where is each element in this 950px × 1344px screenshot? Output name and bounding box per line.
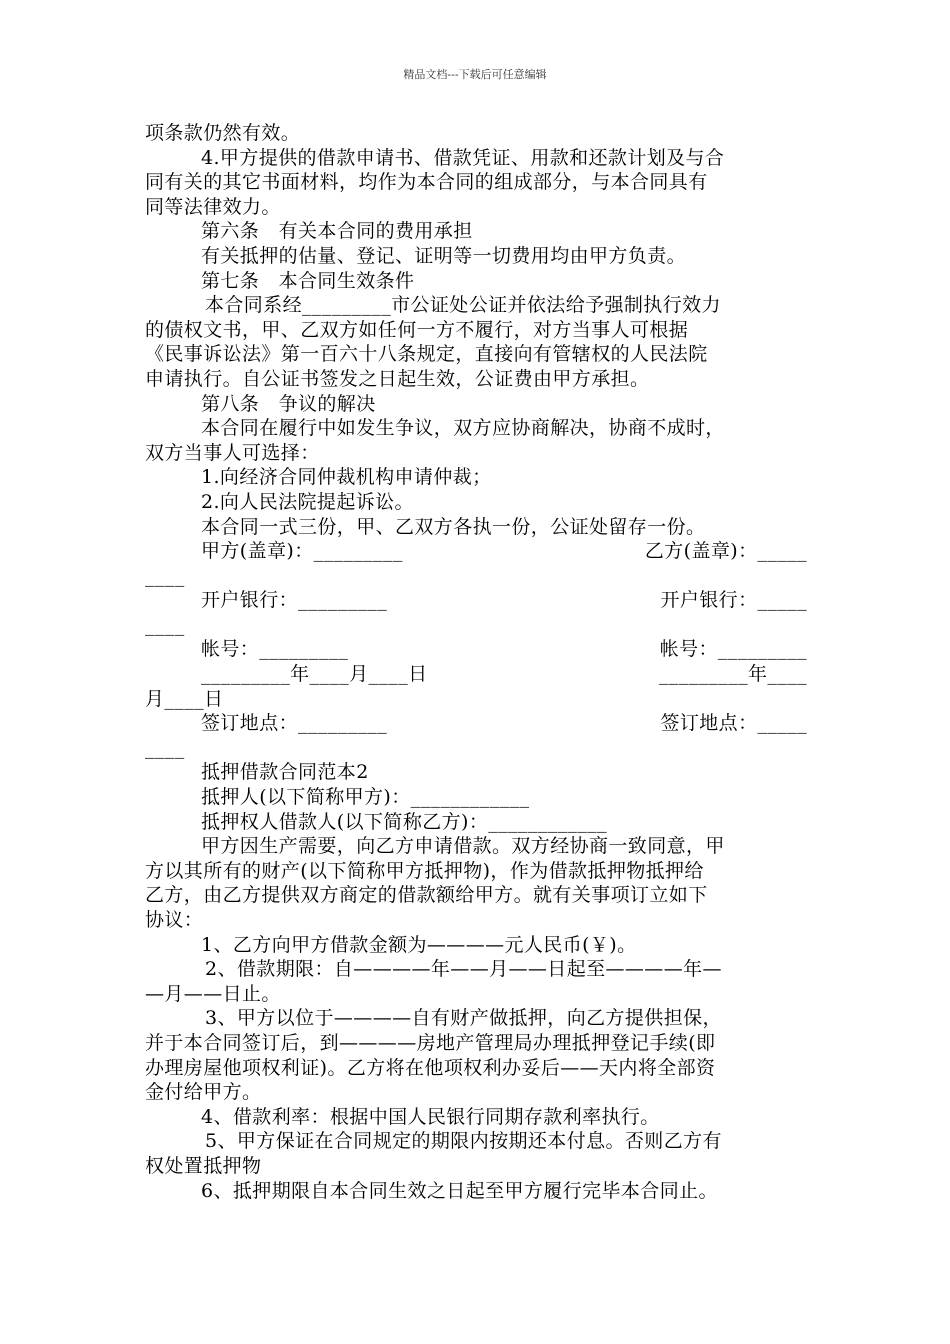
paragraph-line: 本合同一式三份，甲、乙双方各执一份，公证处留存一份。 [201,515,706,538]
list-item: 1.向经济合同仲裁机构申请仲裁； [201,466,492,489]
paragraph-line: 的债权文书，甲、乙双方如任何一方不履行，对方当事人可根据 [145,318,689,341]
party-a-date: _________年____月____日 [201,663,428,686]
clause-line: 办理房屋他项权利证)。乙方将在他项权利办妥后——天内将全部资 [145,1056,716,1079]
signature-row-bank [145,588,807,613]
clause-line: 并于本合同签订后，到————房地产管理局办理抵押登记手续(即 [145,1031,716,1054]
party-b-date: _________年____ [658,663,807,686]
clause-line: 4、借款利率：根据中国人民银行同期存款利率执行。 [201,1105,660,1128]
page-header: 精品文档---下载后可任意编辑 [403,68,547,81]
clause-line: 5、甲方保证在合同规定的期限内按期还本付息。否则乙方有 [205,1130,722,1153]
underline-continuation: ____ [145,736,185,759]
paragraph-line: 《民事诉讼法》第一百六十八条规定，直接向有管辖权的人民法院 [145,343,708,366]
party-b-seal: 乙方(盖章)：_____ [644,540,807,563]
clause-line: 金付给甲方。 [145,1081,262,1104]
signature-row-account [145,637,807,662]
paragraph-line: 申请执行。自公证书签发之日起生效，公证费由甲方承担。 [145,367,650,390]
party-b-account: 帐号：_________ [659,638,807,661]
clause-line: 3、甲方以位于————自有财产做抵押，向乙方提供担保， [205,1007,722,1030]
paragraph-line: 同有关的其它书面材料，均作为本合同的组成部分，与本合同具有 [145,171,708,194]
paragraph-line: 同等法律效力。 [145,195,281,218]
paragraph-line: 双方当事人可选择： [145,441,320,464]
party-b-place: 签订地点：_____ [660,712,807,735]
party-a-account: 帐号：_________ [201,638,349,661]
clause-line: 2、借款期限：自————年——月——日起至————年— [205,958,722,981]
paragraph-line: 方以其所有的财产(以下简称甲方抵押物)，作为借款抵押物抵押给 [145,859,704,882]
date-continuation: 月____日 [145,687,224,710]
clause-line: 权处置抵押物 [145,1154,262,1177]
party-a-place: 签订地点：_________ [201,712,388,735]
list-item: 2.向人民法院提起诉讼。 [201,490,414,513]
article-heading: 第八条 争议的解决 [201,392,376,415]
underline-continuation: ____ [145,613,185,636]
paragraph-line: 项条款仍然有效。 [145,122,301,144]
signature-row-seal [145,539,807,564]
party-b-bank: 开户银行：_____ [660,589,807,612]
paragraph-line: 有关抵押的估量、登记、证明等一切费用均由甲方负责。 [201,244,687,267]
mortgagee-line: 抵押权人借款人(以下简称乙方)：____________ [201,810,608,833]
article-heading: 第七条 本合同生效条件 [201,269,415,292]
paragraph-line: 协议： [145,909,204,931]
section-title: 抵押借款合同范本2 [201,761,369,784]
signature-row-place [145,711,807,736]
party-a-bank: 开户银行：_________ [201,589,388,612]
article-heading: 第六条 有关本合同的费用承担 [201,220,473,243]
document-body [145,121,807,1203]
clause-line: 1、乙方向甲方借款金额为————元人民币(￥)。 [201,933,637,956]
paragraph-line: 本合同在履行中如发生争议，双方应协商解决，协商不成时， [201,417,725,440]
clause-line: —月——日止。 [145,982,281,1005]
paragraph-line: 4.甲方提供的借款申请书、借款凭证、用款和还款计划及与合 [201,146,725,169]
signature-row-date [145,662,807,687]
clause-line: 6、抵押期限自本合同生效之日起至甲方履行完毕本合同止。 [201,1179,718,1202]
underline-continuation: ____ [145,564,185,587]
mortgagor-line: 抵押人(以下简称甲方)：____________ [201,786,530,809]
paragraph-line: 本合同系经_________市公证处公证并依法给予强制执行效力 [205,294,721,317]
paragraph-line: 甲方因生产需要，向乙方申请借款。双方经协商一致同意，甲 [201,835,725,858]
party-a-seal: 甲方(盖章)：_________ [201,540,403,563]
paragraph-line: 乙方，由乙方提供双方商定的借款额给甲方。就有关事项订立如下 [145,884,708,907]
